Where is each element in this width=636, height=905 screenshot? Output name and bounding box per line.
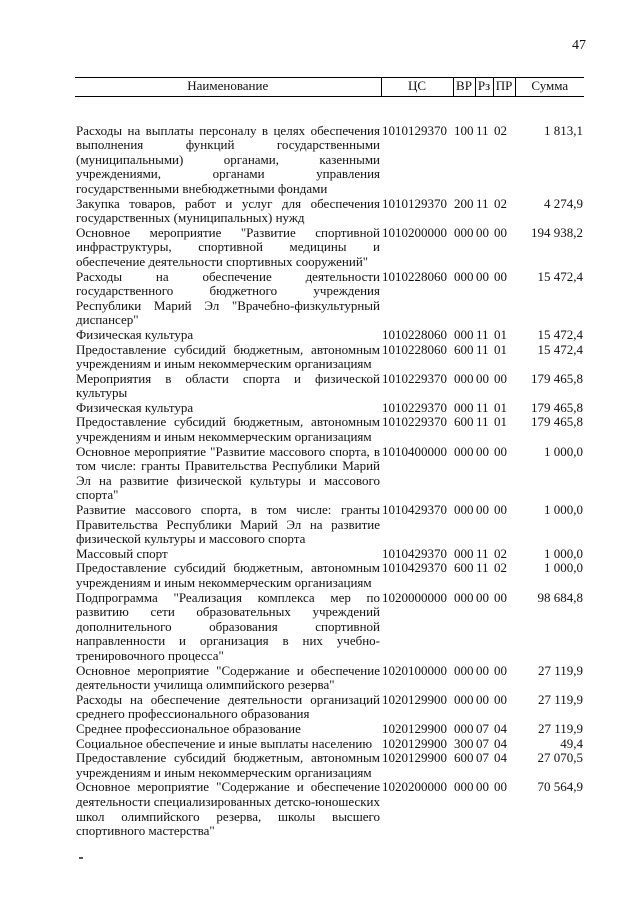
cell-rz: 11 [476,414,489,430]
cell-cs: 1020200000 [382,779,447,795]
cell-vr: 000 [454,502,474,518]
cell-vr: 000 [454,589,474,605]
table-row [75,780,584,838]
cell-cs: 1020129900 [382,750,447,766]
cell-name: Основное мероприятие "Развитие спортивной инфраструктуры, спортивной медицины и обеспечение деятельности спортивных сооружений" [76,224,380,269]
cell-pr: 00 [494,443,507,459]
cell-pr: 00 [494,691,507,707]
cell-cs: 1010200000 [382,224,447,240]
table-row [75,664,584,693]
cell-rz: 11 [476,399,489,415]
cell-rz: 00 [476,662,489,678]
cell-vr: 000 [454,443,474,459]
cell-pr: 04 [494,720,507,736]
cell-vr: 600 [454,414,474,430]
cell-vr: 300 [454,735,474,751]
cell-rz: 07 [476,750,489,766]
cell-pr: 01 [494,399,507,415]
header-sum: Сумма [515,78,584,97]
cell-pr: 02 [494,122,507,138]
cell-rz: 00 [476,224,489,240]
cell-rz: 11 [476,326,489,342]
cell-cs: 1020129900 [382,691,447,707]
table-row [75,445,584,503]
cell-cs: 1020000000 [382,589,447,605]
cell-sum: 179 465,8 [531,370,583,386]
cell-rz: 00 [476,268,489,284]
cell-pr: 01 [494,414,507,430]
cell-name: Физическая культура [76,326,194,342]
cell-cs: 1020129900 [382,720,447,736]
cell-name: Социальное обеспечение и иные выплаты населению [76,735,373,751]
cell-cs: 1020129900 [382,735,447,751]
header-vr: ВР [453,78,475,97]
cell-cs: 1010429370 [382,502,447,518]
table-row [75,737,584,752]
table-row [75,561,584,590]
cell-rz: 00 [476,589,489,605]
cell-sum: 194 938,2 [531,224,583,240]
table-body [75,96,584,839]
cell-sum: 27 119,9 [537,691,583,707]
table-row [75,693,584,722]
cell-name: Предоставление субсидий бюджетным, автономным учреждениям и иным некоммерческим организациям [76,750,380,780]
table-row [75,751,584,780]
cell-sum: 1 000,0 [544,545,583,561]
cell-sum: 98 684,8 [537,589,583,605]
cell-rz: 11 [476,341,489,357]
cell-vr: 000 [454,720,474,736]
table-row [75,591,584,664]
table-row [75,270,584,328]
table-row [75,328,584,343]
cell-sum: 179 465,8 [531,414,583,430]
cell-sum: 15 472,4 [537,326,583,342]
cell-rz: 00 [476,502,489,518]
cell-name: Подпрограмма "Реализация комплекса мер по развитию сети образовательных учреждений дополнительного образования спортивной направленности и организация в них учебно-тренировочного процесса" [76,589,380,663]
cell-cs: 1010229370 [382,414,447,430]
cell-vr: 600 [454,341,474,357]
cell-pr: 00 [494,224,507,240]
cell-name: Закупка товаров, работ и услуг для обеспечения государственных (муниципальных) нужд [76,195,380,226]
cell-pr: 01 [494,326,507,342]
cell-vr: 600 [454,560,474,576]
cell-vr: 000 [454,268,474,284]
cell-rz: 11 [476,195,489,211]
table-row [75,96,584,196]
cell-cs: 1010429370 [382,560,447,576]
cell-pr: 00 [494,370,507,386]
header-name: Наименование [75,78,381,97]
cell-cs: 1010429370 [382,545,447,561]
cell-sum: 15 472,4 [537,268,583,284]
table-row [75,401,584,416]
cell-rz: 00 [476,443,489,459]
cell-vr: 000 [454,779,474,795]
cell-pr: 02 [494,195,507,211]
cell-rz: 00 [476,779,489,795]
cell-vr: 100 [454,122,474,138]
cell-pr: 04 [494,735,507,751]
cell-name: Массовый спорт [76,545,168,561]
cell-name: Расходы на выплаты персоналу в целях обеспечения выполнения функций государственными (муниципальными) органами, казенными учреждениями, органами управления государственными внебюджетными фондами [76,122,380,196]
cell-pr: 00 [494,779,507,795]
cell-vr: 000 [454,662,474,678]
page-number: 47 [572,38,586,53]
header-cs: ЦС [381,78,453,97]
cell-name: Мероприятия в области спорта и физической культуры [76,370,380,401]
cell-sum: 27 119,9 [537,662,583,678]
cell-name: Развитие массового спорта, в том числе: гранты Правительства Республики Марий Эл на развитие физической культуры и массового спорта [76,502,380,547]
cell-sum: 179 465,8 [531,399,583,415]
cell-vr: 000 [454,326,474,342]
cell-cs: 1010400000 [382,443,447,459]
cell-name: Предоставление субсидий бюджетным, автономным учреждениям и иным некоммерческим организациям [76,414,380,445]
cell-pr: 01 [494,341,507,357]
table-row [75,503,584,547]
cell-sum: 49,4 [560,735,583,751]
cell-pr: 02 [494,560,507,576]
cell-cs: 1010229370 [382,399,447,415]
cell-rz: 11 [476,560,489,576]
cell-cs: 1010129370 [382,122,447,138]
cell-cs: 1020100000 [382,662,447,678]
table-row [75,722,584,737]
cell-name: Основное мероприятие "Содержание и обеспечение деятельности специализированных детско-юношеских школ олимпийского резерва, школы высшего спортивного мастерства" [76,779,380,839]
cell-sum: 27 119,9 [537,720,583,736]
cell-rz: 07 [476,720,489,736]
cell-rz: 11 [476,122,489,138]
cell-vr: 000 [454,224,474,240]
cell-rz: 11 [476,545,489,561]
cell-name: Расходы на обеспечение деятельности государственного бюджетного учреждения Республики Марий Эл "Врачебно-физкультурный диспансер" [76,268,380,328]
table-row [75,372,584,401]
cell-sum: 4 274,9 [544,195,583,211]
table-row [75,343,584,372]
cell-name: Среднее профессиональное образование [76,720,301,736]
cell-vr: 000 [454,399,474,415]
table-row [75,226,584,270]
budget-table [75,77,584,839]
cell-vr: 200 [454,195,474,211]
cell-pr: 00 [494,589,507,605]
cell-rz: 07 [476,735,489,751]
cell-cs: 1010228060 [382,268,447,284]
cell-sum: 70 564,9 [537,779,583,795]
cell-rz: 00 [476,370,489,386]
cell-pr: 00 [494,662,507,678]
cell-name: Предоставление субсидий бюджетным, автономным учреждениям и иным некоммерческим организациям [76,560,380,590]
table-header [75,78,584,97]
cell-cs: 1010229370 [382,370,447,386]
header-pr: ПР [493,78,515,97]
cell-sum: 1 000,0 [544,502,583,518]
header-rz: Рз [475,78,493,97]
cell-name: Физическая культура [76,399,194,415]
cell-pr: 02 [494,545,507,561]
cell-cs: 1010228060 [382,341,447,357]
cell-cs: 1010129370 [382,195,447,211]
cell-vr: 000 [454,545,474,561]
cell-vr: 000 [454,370,474,386]
table-row [75,415,584,444]
table-row [75,547,584,562]
cell-sum: 1 813,1 [544,122,583,138]
cell-vr: 000 [454,691,474,707]
cell-vr: 600 [454,750,474,766]
scan-mark [79,857,83,859]
cell-name: Расходы на обеспечение деятельности организаций среднего профессионального образования [76,691,380,722]
cell-cs: 1010228060 [382,326,447,342]
cell-sum: 1 000,0 [544,560,583,576]
cell-pr: 00 [494,502,507,518]
cell-sum: 27 070,5 [537,750,583,766]
cell-rz: 00 [476,691,489,707]
cell-name: Предоставление субсидий бюджетным, автономным учреждениям и иным некоммерческим организациям [76,341,380,372]
cell-pr: 00 [494,268,507,284]
cell-sum: 15 472,4 [537,341,583,357]
cell-sum: 1 000,0 [544,443,583,459]
cell-name: Основное мероприятие "Развитие массового спорта, в том числе: гранты Правительства Республики Марий Эл на развитие физической культуры и массового спорта" [76,443,380,503]
table-row [75,197,584,226]
cell-pr: 04 [494,750,507,766]
cell-name: Основное мероприятие "Содержание и обеспечение деятельности училища олимпийского резерва" [76,662,380,693]
